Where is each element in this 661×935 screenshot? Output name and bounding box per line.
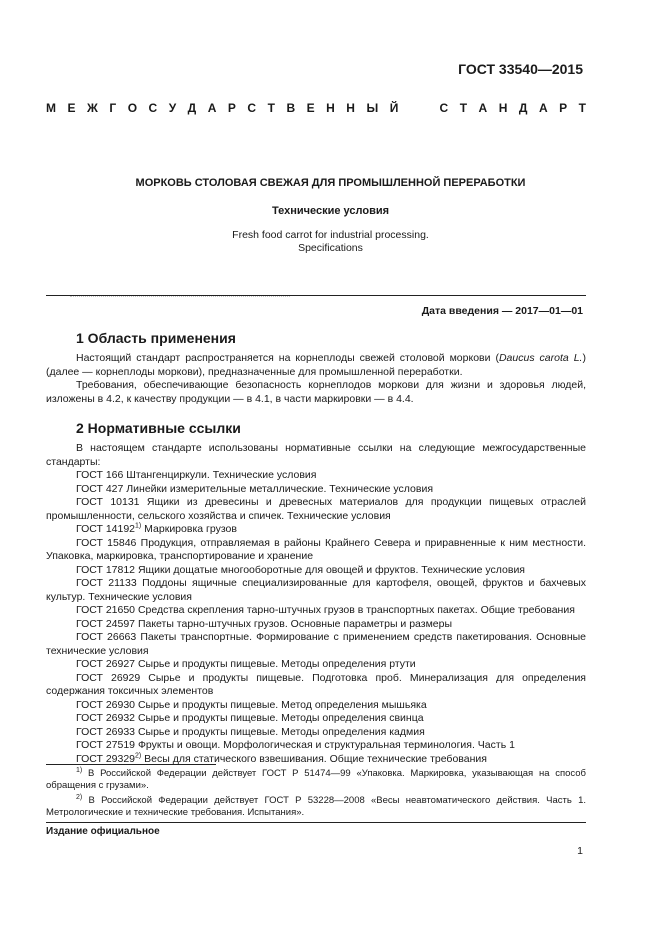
reference-item xyxy=(46,523,586,537)
reference-item xyxy=(46,469,586,483)
banner-letter: С xyxy=(148,101,158,115)
reference-title: Весы для статического взвешивания. Общие технические требования xyxy=(141,752,487,765)
banner-letter: Й xyxy=(389,101,399,115)
banner-letter: А xyxy=(207,101,217,115)
footnote-mark: 1) xyxy=(76,766,83,774)
reference-item xyxy=(46,618,586,632)
reference-footnote-mark: 1) xyxy=(135,522,142,530)
reference-title: Ящики из древесины и древесных материалов для продукции пищевых отраслей промышленности, сельского хозяйства и спичек. Технические условия xyxy=(46,496,586,522)
reference-title: Поддоны ящичные специализированные для картофеля, овощей, фруктов и бахчевых культур. Технические условия xyxy=(46,577,587,603)
banner-letter xyxy=(410,101,413,115)
scope-paragraph-1 xyxy=(46,352,586,379)
banner-letter: А xyxy=(478,101,488,115)
reference-code: ГОСТ 26927 xyxy=(76,658,136,670)
introduction-date: Дата введения — 2017—01—01 xyxy=(421,305,583,317)
reference-title: Сырье и продукты пищевые. Методы определения кадмия xyxy=(135,725,425,738)
reference-item xyxy=(46,564,586,578)
section-1-body xyxy=(46,352,586,406)
banner-letter: О xyxy=(127,101,138,115)
reference-item xyxy=(46,537,586,564)
reference-code: ГОСТ 26933 xyxy=(76,725,136,738)
banner-letter: С xyxy=(439,101,449,115)
reference-title: Маркировка грузов xyxy=(141,523,237,535)
reference-code: ГОСТ 29329 xyxy=(76,752,136,765)
reference-item xyxy=(46,739,586,753)
banner-letter: С xyxy=(247,101,257,115)
reference-code: ГОСТ 21133 xyxy=(76,577,137,589)
footnote-mark: 2) xyxy=(76,793,83,801)
edition-divider xyxy=(46,822,586,823)
reference-item xyxy=(46,631,586,658)
banner-letter: Г xyxy=(109,101,117,115)
document-subtitle: Технические условия xyxy=(271,205,390,217)
reference-title: Средства скрепления тарно-штучных грузов в транспортных пакетах. Общие требования xyxy=(135,604,575,616)
page-number: 1 xyxy=(577,845,583,857)
reference-title: Линейки измерительные металлические. Технические условия xyxy=(123,482,434,495)
reference-code: ГОСТ 166 xyxy=(76,469,124,481)
banner-letter: Е xyxy=(67,101,76,115)
reference-item xyxy=(46,658,586,672)
reference-code: ГОСТ 26929 xyxy=(76,671,141,684)
section-2-body xyxy=(46,442,586,766)
reference-title: Сырье и продукты пищевые. Методы определения свинца xyxy=(135,712,424,724)
reference-item xyxy=(46,712,586,726)
banner-letter xyxy=(425,101,428,115)
references-list xyxy=(46,469,586,766)
english-subtitle-line: Specifications xyxy=(298,242,363,254)
banner-letter: Ж xyxy=(87,101,98,115)
banner-letter: Т xyxy=(459,101,468,115)
reference-title: Сырье и продукты пищевые. Метод определения мышьяка xyxy=(135,698,427,711)
reference-item xyxy=(46,726,586,740)
banner-letter: М xyxy=(46,101,56,115)
reference-item xyxy=(46,604,586,618)
reference-code: ГОСТ 14192 xyxy=(76,523,136,535)
banner-letter: А xyxy=(538,101,548,115)
document-title: МОРКОВЬ СТОЛОВАЯ СВЕЖАЯ ДЛЯ ПРОМЫШЛЕННОЙ ПЕРЕРАБОТКИ xyxy=(135,177,526,189)
banner-letter: Н xyxy=(326,101,335,115)
banner-letter: Д xyxy=(187,101,197,115)
reference-code: ГОСТ 15846 xyxy=(76,536,137,549)
banner-letter: Ы xyxy=(366,101,379,115)
edition-label: Издание официальное xyxy=(46,826,160,837)
reference-title: Сырье и продукты пищевые. Подготовка проб. Минерализация для определения содержания токсичных элементов xyxy=(46,671,586,697)
reference-title: Фрукты и овощи. Морфологическая и структуральная терминология. Часть 1 xyxy=(135,739,515,751)
footnote-text: В Российской Федерации действует ГОСТ Р 51474—99 «Упаковка. Маркировка, указывающая на способ обращения с грузами». xyxy=(46,768,586,791)
footnote-divider xyxy=(46,764,216,765)
reference-title: Пакеты тарно-штучных грузов. Основные параметры и размеры xyxy=(135,617,453,630)
banner-letter: Д xyxy=(518,101,528,115)
scope-paragraph-2: Требования, обеспечивающие безопасность корнеплодов моркови для жизни и здоровья людей, изложены в 4.2, к качеству продукции — в 4.1, в части маркировки — в 4.4. xyxy=(46,379,586,405)
references-intro: В настоящем стандарте использованы нормативные ссылки на следующие межгосударственные стандарты: xyxy=(46,442,586,468)
reference-title: Ящики дощатые многооборотные для овощей и фруктов. Технические условия xyxy=(135,563,525,576)
interstate-standard-banner xyxy=(46,101,586,115)
banner-letter: Е xyxy=(306,101,315,115)
scope-text-b: ) (далее — корнеплоды моркови), предназначенные для промышленной переработки. xyxy=(46,352,586,378)
latin-name: Daucus carota L. xyxy=(498,352,583,364)
scope-text-a: Настоящий стандарт распространяется на корнеплоды свежей столовой моркови ( xyxy=(76,352,499,364)
reference-title: Пакеты транспортные. Формирование с применением средств пакетирования. Основные технические условия xyxy=(46,631,586,657)
footnote xyxy=(46,795,586,819)
banner-letter: Н xyxy=(346,101,355,115)
section-2-heading: 2 Нормативные ссылки xyxy=(76,420,241,436)
reference-code: ГОСТ 21650 xyxy=(76,604,136,616)
reference-item xyxy=(46,496,586,523)
reference-title: Сырье и продукты пищевые. Методы определения ртути xyxy=(135,658,416,670)
banner-letter: Н xyxy=(498,101,508,115)
reference-code: ГОСТ 10131 xyxy=(76,496,140,508)
reference-item xyxy=(46,699,586,713)
footnote xyxy=(46,768,586,792)
footnote-text: В Российской Федерации действует ГОСТ Р 53228—2008 «Весы неавтоматического действия. Часть 1. Метрологические и технические требования. Испытания». xyxy=(46,795,586,818)
reference-item xyxy=(46,577,586,604)
reference-code: ГОСТ 27519 xyxy=(76,739,136,751)
reference-code: ГОСТ 26663 xyxy=(76,631,137,643)
reference-code: ГОСТ 427 xyxy=(76,482,124,495)
faint-divider-trace xyxy=(70,296,290,298)
reference-code: ГОСТ 24597 xyxy=(76,617,136,630)
banner-letter: В xyxy=(286,101,296,115)
banner-letter: Р xyxy=(559,101,568,115)
reference-code: ГОСТ 26930 xyxy=(76,698,136,711)
banner-letter: У xyxy=(168,101,177,115)
banner-letter: Р xyxy=(227,101,236,115)
english-title-line: Fresh food carrot for industrial processing. xyxy=(232,229,429,241)
banner-letter: Т xyxy=(267,101,275,115)
banner-letter: Т xyxy=(578,101,586,115)
section-1-heading: 1 Область применения xyxy=(76,330,236,346)
reference-item xyxy=(46,672,586,699)
reference-code: ГОСТ 17812 xyxy=(76,563,136,576)
reference-item xyxy=(46,483,586,497)
reference-code: ГОСТ 26932 xyxy=(76,712,136,724)
document-number: ГОСТ 33540—2015 xyxy=(458,61,583,77)
reference-title: Продукция, отправляемая в районы Крайнего Севера и приравненные к ним местности. Упаковка, маркировка, транспортирование и хранение xyxy=(46,536,586,562)
reference-title: Штангенциркули. Технические условия xyxy=(123,469,317,481)
reference-footnote-mark: 2) xyxy=(135,752,142,759)
footnotes xyxy=(46,768,586,822)
english-title xyxy=(0,229,661,255)
